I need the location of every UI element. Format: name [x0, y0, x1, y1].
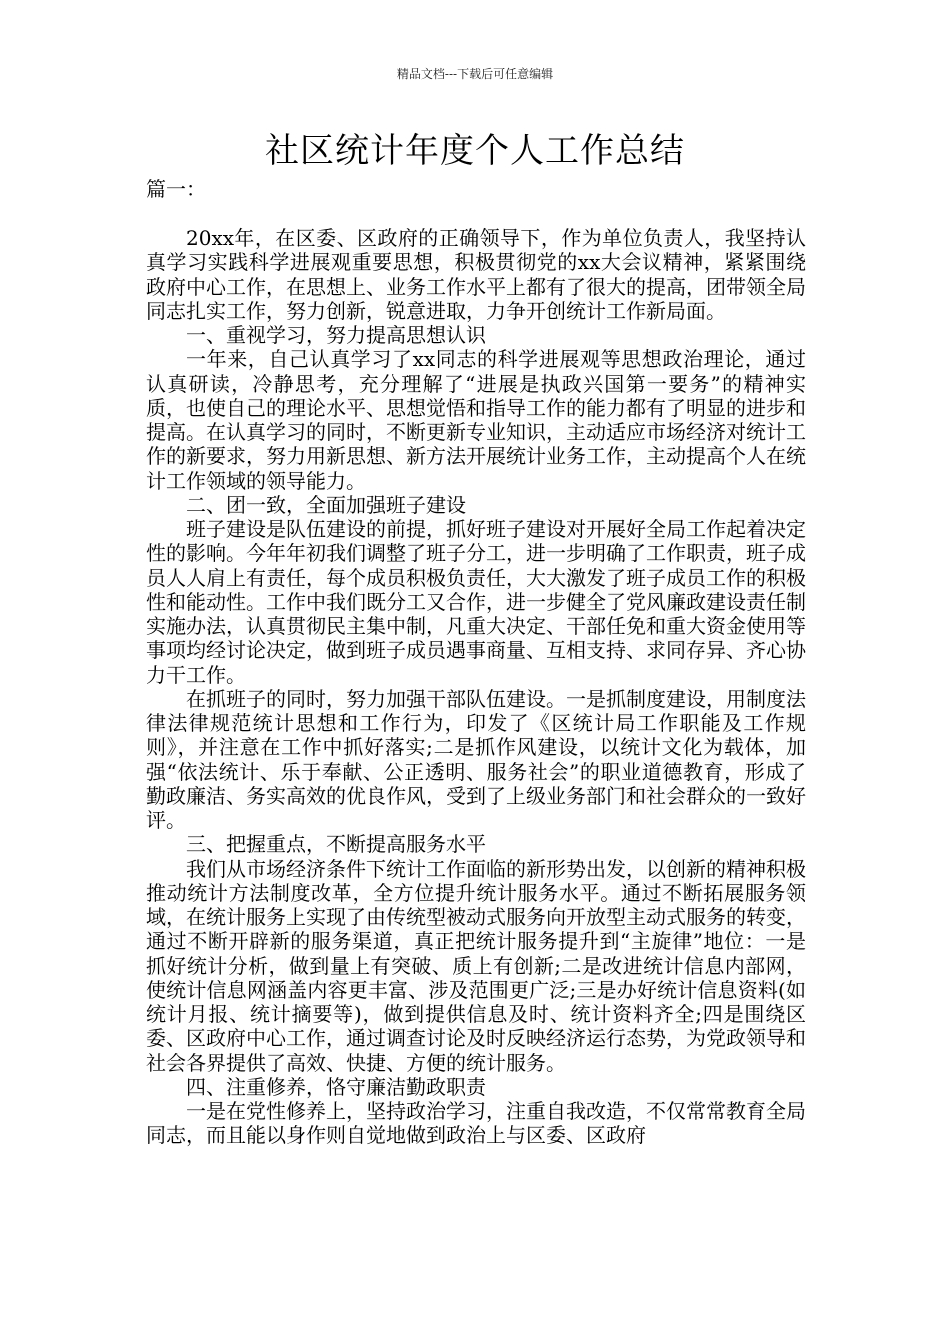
paragraph: 一年来，自己认真学习了xx同志的科学进展观等思想政治理论，通过认真研读，冷静思考，充分理解了“进展是执政兴国第一要务”的精神实质，也使自己的理论水平、思想觉悟和指导工作的能力都有了明显的进步和提高。在认真学习的同时，不断更新专业知识，主动适应市场经济对统计工作的新要求，努力用新思想、新方法开展统计业务工作，主动提高个人在统计工作领域的领导能力。 [146, 347, 806, 493]
paragraph: 在抓班子的同时，努力加强干部队伍建设。一是抓制度建设，用制度法律法律规范统计思想和工作行为，印发了《区统计局工作职能及工作规则》，并注意在工作中抓好落实;二是抓作风建设，以统计文化为载体，加强“依法统计、乐于奉献、公正透明、服务社会”的职业道德教育，形成了勤政廉洁、务实高效的优良作风，受到了上级业务部门和社会群众的一致好评。 [146, 686, 806, 832]
document-title: 社区统计年度个人工作总结 [265, 131, 685, 171]
section-heading: 四、注重修养，恪守廉洁勤政职责 [186, 1074, 486, 1099]
section-label: 篇一： [146, 177, 206, 201]
section-heading: 一、重视学习，努力提高思想认识 [186, 323, 486, 347]
section-heading: 三、把握重点，不断提高服务水平 [186, 832, 486, 857]
section-heading: 二、团一致，全面加强班子建设 [186, 492, 466, 517]
paragraph-intro: 20xx年，在区委、区政府的正确领导下，作为单位负责人，我坚持认真学习实践科学进展观重要思想，积极贯彻党的xx大会议精神，紧紧围绕政府中心工作，在思想上、业务工作水平上都有了很大的提高，团带领全局同志扎实工作，努力创新，锐意进取，力争开创统计工作新局面。 [146, 226, 806, 323]
paragraph: 一是在党性修养上，坚持政治学习，注重自我改造，不仅常常教育全局同志，而且能以身作则自觉地做到政治上与区委、区政府 [146, 1099, 806, 1148]
page-header: 精品文档---下载后可任意编辑 [396, 67, 554, 81]
document-body [146, 226, 806, 1148]
paragraph: 我们从市场经济条件下统计工作面临的新形势出发，以创新的精神积极推动统计方法制度改革，全方位提升统计服务水平。通过不断拓展服务领域，在统计服务上实现了由传统型被动式服务向开放型主动式服务的转变，通过不断开辟新的服务渠道，真正把统计服务提升到“主旋律”地位：一是抓好统计分析，做到量上有突破、质上有创新;二是改进统计信息内部网，使统计信息网涵盖内容更丰富、涉及范围更广泛;三是办好统计信息资料(如统计月报、统计摘要等)，做到提供信息及时、统计资料齐全;四是围绕区委、区政府中心工作，通过调查讨论及时反映经济运行态势，为党政领导和社会各界提供了高效、快捷、方便的统计服务。 [146, 856, 806, 1075]
paragraph: 班子建设是队伍建设的前提，抓好班子建设对开展好全局工作起着决定性的影响。今年年初我们调整了班子分工，进一步明确了工作职责，班子成员人人肩上有责任，每个成员积极负责任，大大激发了班子成员工作的积极性和能动性。工作中我们既分工又合作，进一步健全了党风廉政建设责任制实施办法，认真贯彻民主集中制，凡重大决定、干部任免和重大资金使用等事项均经讨论决定，做到班子成员遇事商量、互相支持、求同存异、齐心协力干工作。 [146, 517, 806, 687]
